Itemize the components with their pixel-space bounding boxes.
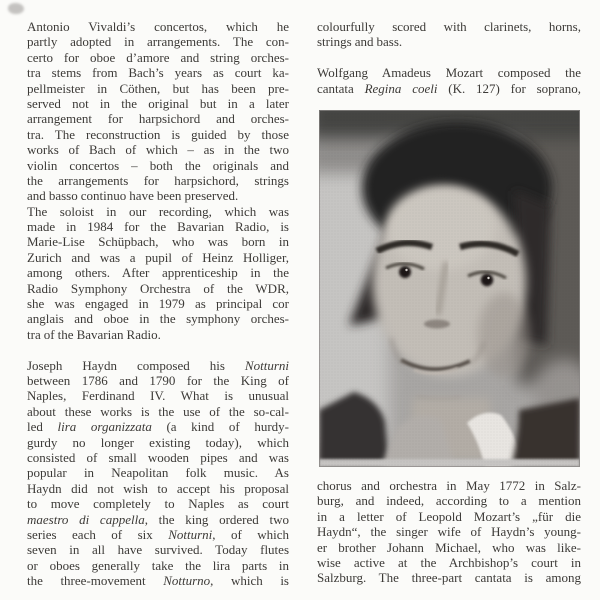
- text-line: tra. The reconstruction is guided by those: [27, 126, 289, 142]
- paragraph: [317, 65, 581, 96]
- text-line: the arrangements for harpsichord, strings: [27, 172, 289, 188]
- text-line: Antonio Vivaldi’s concertos, which he: [27, 19, 289, 34]
- text-line: colourfully scored with clarinets, horns,: [317, 19, 581, 34]
- text-line: violin concertos – both the originals and: [27, 157, 289, 173]
- text-line: in a letter of Leopold Mozart’s „für die: [317, 508, 581, 524]
- text-line: and basso continuo have been preserved.: [27, 188, 239, 204]
- text-line: cantata Regina coeli (K. 127) for soprano,: [317, 80, 581, 96]
- text-line: popular in Neapolitan folk music. As: [27, 465, 289, 481]
- left-text-column: [27, 19, 289, 588]
- text-line: Marie-Lise Schüpbach, who was born in: [27, 234, 289, 250]
- text-line: pellmeister in Cöthen, but has been pre-: [27, 80, 289, 96]
- paragraph: [27, 19, 289, 204]
- scan-smudge-artifact: [8, 3, 24, 14]
- text-line: between 1786 and 1790 for the King of: [27, 372, 289, 388]
- text-line: Joseph Haydn composed his Notturni: [27, 357, 289, 373]
- text-line: Zurich and was a pupil of Heinz Holliger,: [27, 249, 289, 265]
- text-line: anglais and oboe in the symphony orches-: [27, 311, 289, 327]
- text-line: consisted of small wooden pipes and was: [27, 449, 289, 465]
- text-line: series each of six Notturni, of which: [27, 526, 289, 542]
- paragraph: [27, 204, 289, 343]
- text-line: certo for oboe d’amore and string orches-: [27, 49, 289, 65]
- text-line: the three-movement Notturno, which is: [27, 573, 289, 589]
- text-line: Salzburg. The three-part cantata is among: [317, 570, 581, 586]
- text-line: seven in all have survived. Today flutes: [27, 542, 289, 558]
- text-line: served not in the original but in a later: [27, 95, 289, 111]
- text-line: er brother Johann Michael, who was like-: [317, 539, 581, 555]
- text-line: Naples, Ferdinand IV. What is unusual: [27, 388, 289, 404]
- text-line: tra stems from Bach’s years as court ka-: [27, 65, 289, 81]
- portrait-photo: [319, 110, 580, 467]
- text-line: gurdy no longer existing today), which: [27, 434, 289, 450]
- text-line: wise active at the Archbishop’s court in: [317, 554, 581, 570]
- portrait-photo-illustration: [319, 110, 580, 467]
- text-line: or oboes generally take the lira parts in: [27, 557, 289, 573]
- text-line: made in 1984 for the Bavarian Radio, is: [27, 219, 289, 235]
- text-line: Haydn did not wish to accept his proposal: [27, 480, 289, 496]
- text-line: about these works is the use of the so-cal-: [27, 403, 289, 419]
- right-text-column: [317, 19, 581, 586]
- text-line: chorus and orchestra in May 1772 in Salz-: [317, 477, 581, 493]
- text-line: among others. After apprenticeship in the: [27, 265, 289, 281]
- text-line: partly adopted in arrangements. The con-: [27, 34, 289, 50]
- text-line: burg, and indeed, according to a mention: [317, 493, 581, 509]
- text-line: Haydn“, the singer wife of Haydn’s young-: [317, 524, 581, 540]
- text-line: works of Bach of which – as in the two: [27, 142, 289, 158]
- right-column-top-text: [317, 19, 581, 96]
- text-line: tra of the Bavarian Radio.: [27, 326, 161, 342]
- paragraph: [317, 478, 581, 586]
- text-line: to move completely to Naples as court: [27, 496, 289, 512]
- right-column-bottom-text: [317, 478, 581, 586]
- text-line: maestro di cappella, the king ordered two: [27, 511, 289, 527]
- text-line: arrangement for harpsichord and orches-: [27, 111, 289, 127]
- paragraph: [27, 358, 289, 589]
- text-line: The soloist in our recording, which was: [27, 203, 289, 219]
- text-line: she was engaged in 1979 as principal cor: [27, 296, 289, 312]
- paragraph: [317, 19, 581, 50]
- text-line: strings and bass.: [317, 34, 403, 50]
- text-line: led lira organizzata (a kind of hurdy-: [27, 419, 289, 435]
- text-line: Radio Symphony Orchestra of the WDR,: [27, 280, 289, 296]
- text-line: Wolfgang Amadeus Mozart composed the: [317, 65, 581, 81]
